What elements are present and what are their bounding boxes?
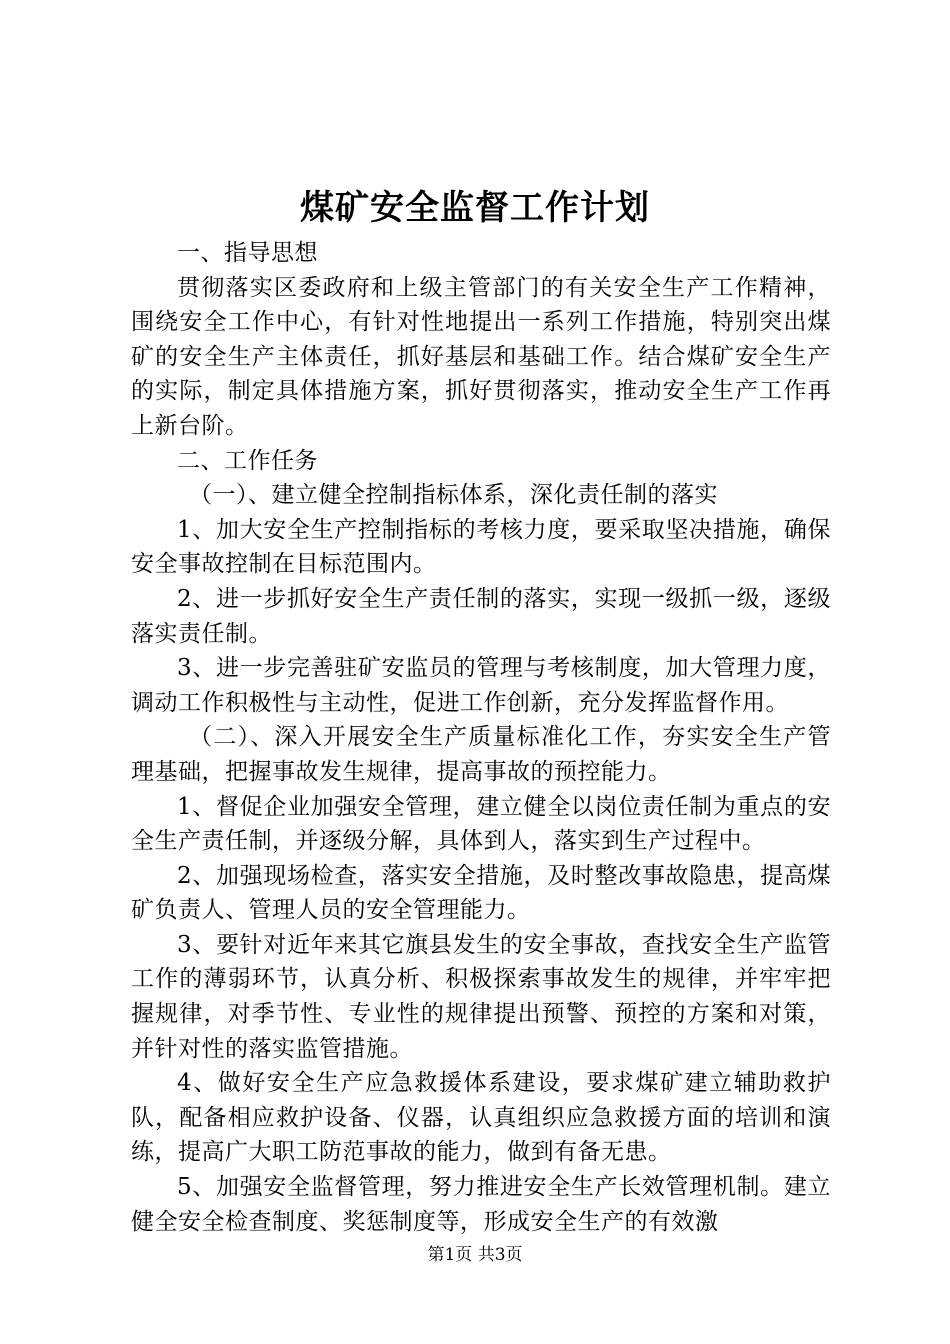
paragraph: 贯彻落实区委政府和上级主管部门的有关安全生产工作精神，围绕安全工作中心，有针对性地提出一系列工作措施，特别突出煤矿的安全生产主体责任，抓好基层和基础工作。结合煤矿安全生产的实际，制定具体措施方案，抓好贯彻落实，推动安全生产工作再上新台阶。 bbox=[131, 274, 831, 439]
paragraph: 2、进一步抓好安全生产责任制的落实，实现一级抓一级，逐级落实责任制。 bbox=[131, 585, 831, 647]
document-title: 煤矿安全监督工作计划 bbox=[300, 188, 650, 228]
paragraph: 3、要针对近年来其它旗县发生的安全事故，查找安全生产监管工作的薄弱环节，认真分析、积极探索事故发生的规律，并牢牢把握规律，对季节性、专业性的规律提出预警、预控的方案和对策，并针对性的落实监管措施。 bbox=[131, 931, 831, 1062]
paragraph: 4、做好安全生产应急救援体系建设，要求煤矿建立辅助救护队，配备相应救护设备、仪器，认真组织应急救援方面的培训和演练，提高广大职工防范事故的能力，做到有备无患。 bbox=[131, 1070, 831, 1166]
paragraph: 1、督促企业加强安全管理，建立健全以岗位责任制为重点的安全生产责任制，并逐级分解，具体到人，落实到生产过程中。 bbox=[131, 793, 831, 855]
paragraph: 2、加强现场检查，落实安全措施，及时整改事故隐患，提高煤矿负责人、管理人员的安全管理能力。 bbox=[131, 862, 831, 924]
paragraph: 3、进一步完善驻矿安监员的管理与考核制度，加大管理力度，调动工作积极性与主动性，促进工作创新，充分发挥监督作用。 bbox=[131, 655, 831, 716]
document-body bbox=[131, 236, 831, 1239]
subsection-heading: （二）、深入开展安全生产质量标准化工作，夯实安全生产管理基础，把握事故发生规律，提高事故的预控能力。 bbox=[131, 724, 831, 785]
section-heading: 二、工作任务 bbox=[177, 447, 318, 474]
paragraph: 5、加强安全监督管理，努力推进安全生产长效管理机制。建立健全安全检查制度、奖惩制度等，形成安全生产的有效激 bbox=[131, 1174, 831, 1235]
section-heading: 一、指导思想 bbox=[177, 240, 318, 266]
paragraph: 1、加大安全生产控制指标的考核力度，要采取坚决措施，确保安全事故控制在目标范围内。 bbox=[131, 516, 831, 578]
page-footer: 第1页 共3页 bbox=[427, 1245, 523, 1265]
subsection-heading: （一）、建立健全控制指标体系，深化责任制的落实 bbox=[189, 482, 718, 509]
